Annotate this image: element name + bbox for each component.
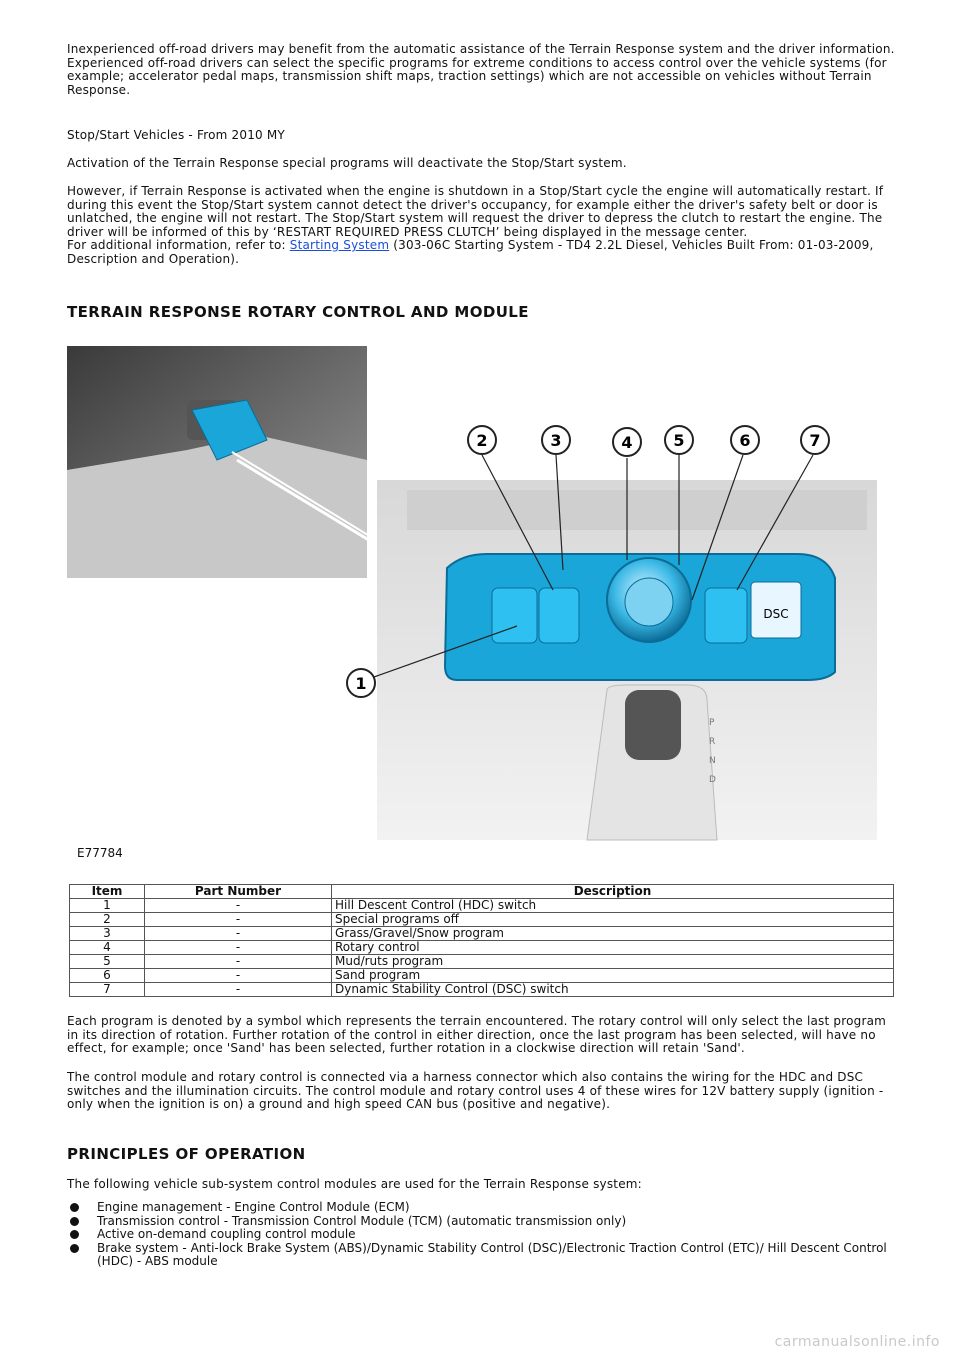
table-row xyxy=(70,941,894,955)
callout-4-label: 4 xyxy=(621,433,633,452)
gear-selector xyxy=(625,690,681,760)
bullet-icon xyxy=(70,1244,79,1253)
callout-6-label: 6 xyxy=(739,431,751,450)
bullet-icon xyxy=(70,1217,79,1226)
list-item-text: Brake system - Anti-lock Brake System (ABS)/Dynamic Stability Control (DSC)/Electronic Traction Control (ETC)/ Hill Descent Control (HDC) - ABS module xyxy=(97,1240,887,1268)
figure-id: E77784 xyxy=(77,846,123,860)
callout-2-label: 2 xyxy=(476,431,488,450)
activation-paragraph: Activation of the Terrain Response special programs will deactivate the Stop/Start system. xyxy=(67,156,627,170)
cell-item: 5 xyxy=(70,955,145,969)
watermark: carmanualsonline.info xyxy=(774,1334,940,1350)
cell-item: 6 xyxy=(70,969,145,983)
program-paragraph: Each program is denoted by a symbol which represents the terrain encountered. The rotary control will only select the last program in its direction of rotation. Further rotation of the control in either direction, once the last program has been selected, will have no effect, for example; once 'Sand' has been selected, further rotation in a clockwise direction will retain 'Sand'. xyxy=(67,1014,887,1055)
hdc-switch xyxy=(492,588,537,643)
cell-description: Special programs off xyxy=(332,913,894,927)
section-heading-principles: PRINCIPLES OF OPERATION xyxy=(67,1145,306,1163)
intro-paragraph: Inexperienced off-road drivers may benefit from the automatic assistance of the Terrain Response system and the driver information. Experienced off-road drivers can select the specific programs for extreme conditions to access control over the vehicle systems (for example; accelerator pedal maps, transmission shift maps, traction settings) which are not accessible on vehicles without Terrain Response. xyxy=(67,42,895,97)
cell-part-number: - xyxy=(145,927,332,941)
cell-part-number: - xyxy=(145,955,332,969)
restart-paragraph xyxy=(67,185,897,266)
starting-system-link[interactable]: Starting System xyxy=(289,238,390,252)
list-item xyxy=(67,1242,897,1269)
cell-item: 7 xyxy=(70,983,145,997)
subsystem-list xyxy=(67,1201,897,1269)
wiring-paragraph: The control module and rotary control is connected via a harness connector which also contains the wiring for the HDC and DSC switches and the illumination circuits. The control module and rotary control uses 4 of these wires for 12V battery supply (ignition - only when the ignition is on) a ground and high speed CAN bus (positive and negative). xyxy=(67,1070,884,1111)
header-item: Item xyxy=(70,885,145,899)
principles-intro: The following vehicle sub-system control modules are used for the Terrain Response system: xyxy=(67,1177,642,1191)
table-row xyxy=(70,913,894,927)
cell-item: 3 xyxy=(70,927,145,941)
table-row xyxy=(70,955,894,969)
table-row xyxy=(70,899,894,913)
cell-item: 2 xyxy=(70,913,145,927)
gear-n: N xyxy=(709,756,716,766)
callout-7-label: 7 xyxy=(809,431,821,450)
cell-part-number: - xyxy=(145,983,332,997)
callout-5-label: 5 xyxy=(673,431,685,450)
dsc-label: DSC xyxy=(763,607,789,621)
cell-description: Hill Descent Control (HDC) switch xyxy=(332,899,894,913)
table-header-row xyxy=(70,885,894,899)
list-item-text: Transmission control - Transmission Control Module (TCM) (automatic transmission only) xyxy=(97,1213,627,1228)
table-row xyxy=(70,983,894,997)
module-illustration xyxy=(67,340,897,868)
list-item xyxy=(67,1228,897,1242)
gear-p: P xyxy=(709,718,715,728)
cell-part-number: - xyxy=(145,899,332,913)
sand-program-icon xyxy=(705,588,747,643)
cell-description: Sand program xyxy=(332,969,894,983)
callout-1-label: 1 xyxy=(355,674,367,693)
special-off-button xyxy=(539,588,579,643)
cell-part-number: - xyxy=(145,913,332,927)
stop-start-subheading: Stop/Start Vehicles - From 2010 MY xyxy=(67,128,285,142)
list-item-text: Active on-demand coupling control module xyxy=(97,1227,356,1241)
cell-description: Grass/Gravel/Snow program xyxy=(332,927,894,941)
terrain-response-figure xyxy=(67,340,897,868)
cell-part-number: - xyxy=(145,969,332,983)
section-heading-terrain-response: TERRAIN RESPONSE ROTARY CONTROL AND MODULE xyxy=(67,303,529,321)
list-item-text: Engine management - Engine Control Module (ECM) xyxy=(97,1200,410,1214)
parts-table xyxy=(69,884,894,997)
header-part-number: Part Number xyxy=(145,885,332,899)
table-body xyxy=(70,899,894,997)
cell-item: 1 xyxy=(70,899,145,913)
gear-d: D xyxy=(709,775,716,785)
restart-text: However, if Terrain Response is activated when the engine is shutdown in a Stop/Start cycle the engine will automatically restart. If during this event the Stop/Start system cannot detect the driver's occupancy, for example either the driver's safety belt or door is unlatched, the engine will not restart. The Stop/Start system will request the driver to depress the clutch to restart the engine. The driver will be informed of this by ‘RESTART REQUIRED PRESS CLUTCH’ being displayed in the message center. xyxy=(67,184,884,239)
cell-item: 4 xyxy=(70,941,145,955)
gear-r: R xyxy=(709,737,716,747)
cell-description: Rotary control xyxy=(332,941,894,955)
reference-prefix: For additional information, refer to: xyxy=(67,238,290,252)
callout-3-label: 3 xyxy=(550,431,562,450)
cell-description: Dynamic Stability Control (DSC) switch xyxy=(332,983,894,997)
bullet-icon xyxy=(70,1230,79,1239)
bullet-icon xyxy=(70,1203,79,1212)
reference-suffix: (303-06C Starting System - TD4 2.2L Diesel, Vehicles Built From: 01-03-2009, Description and Operation). xyxy=(67,238,874,266)
list-item xyxy=(67,1215,897,1229)
table-row xyxy=(70,927,894,941)
cell-part-number: - xyxy=(145,941,332,955)
cell-description: Mud/ruts program xyxy=(332,955,894,969)
list-item xyxy=(67,1201,897,1215)
table-row xyxy=(70,969,894,983)
header-description: Description xyxy=(332,885,894,899)
